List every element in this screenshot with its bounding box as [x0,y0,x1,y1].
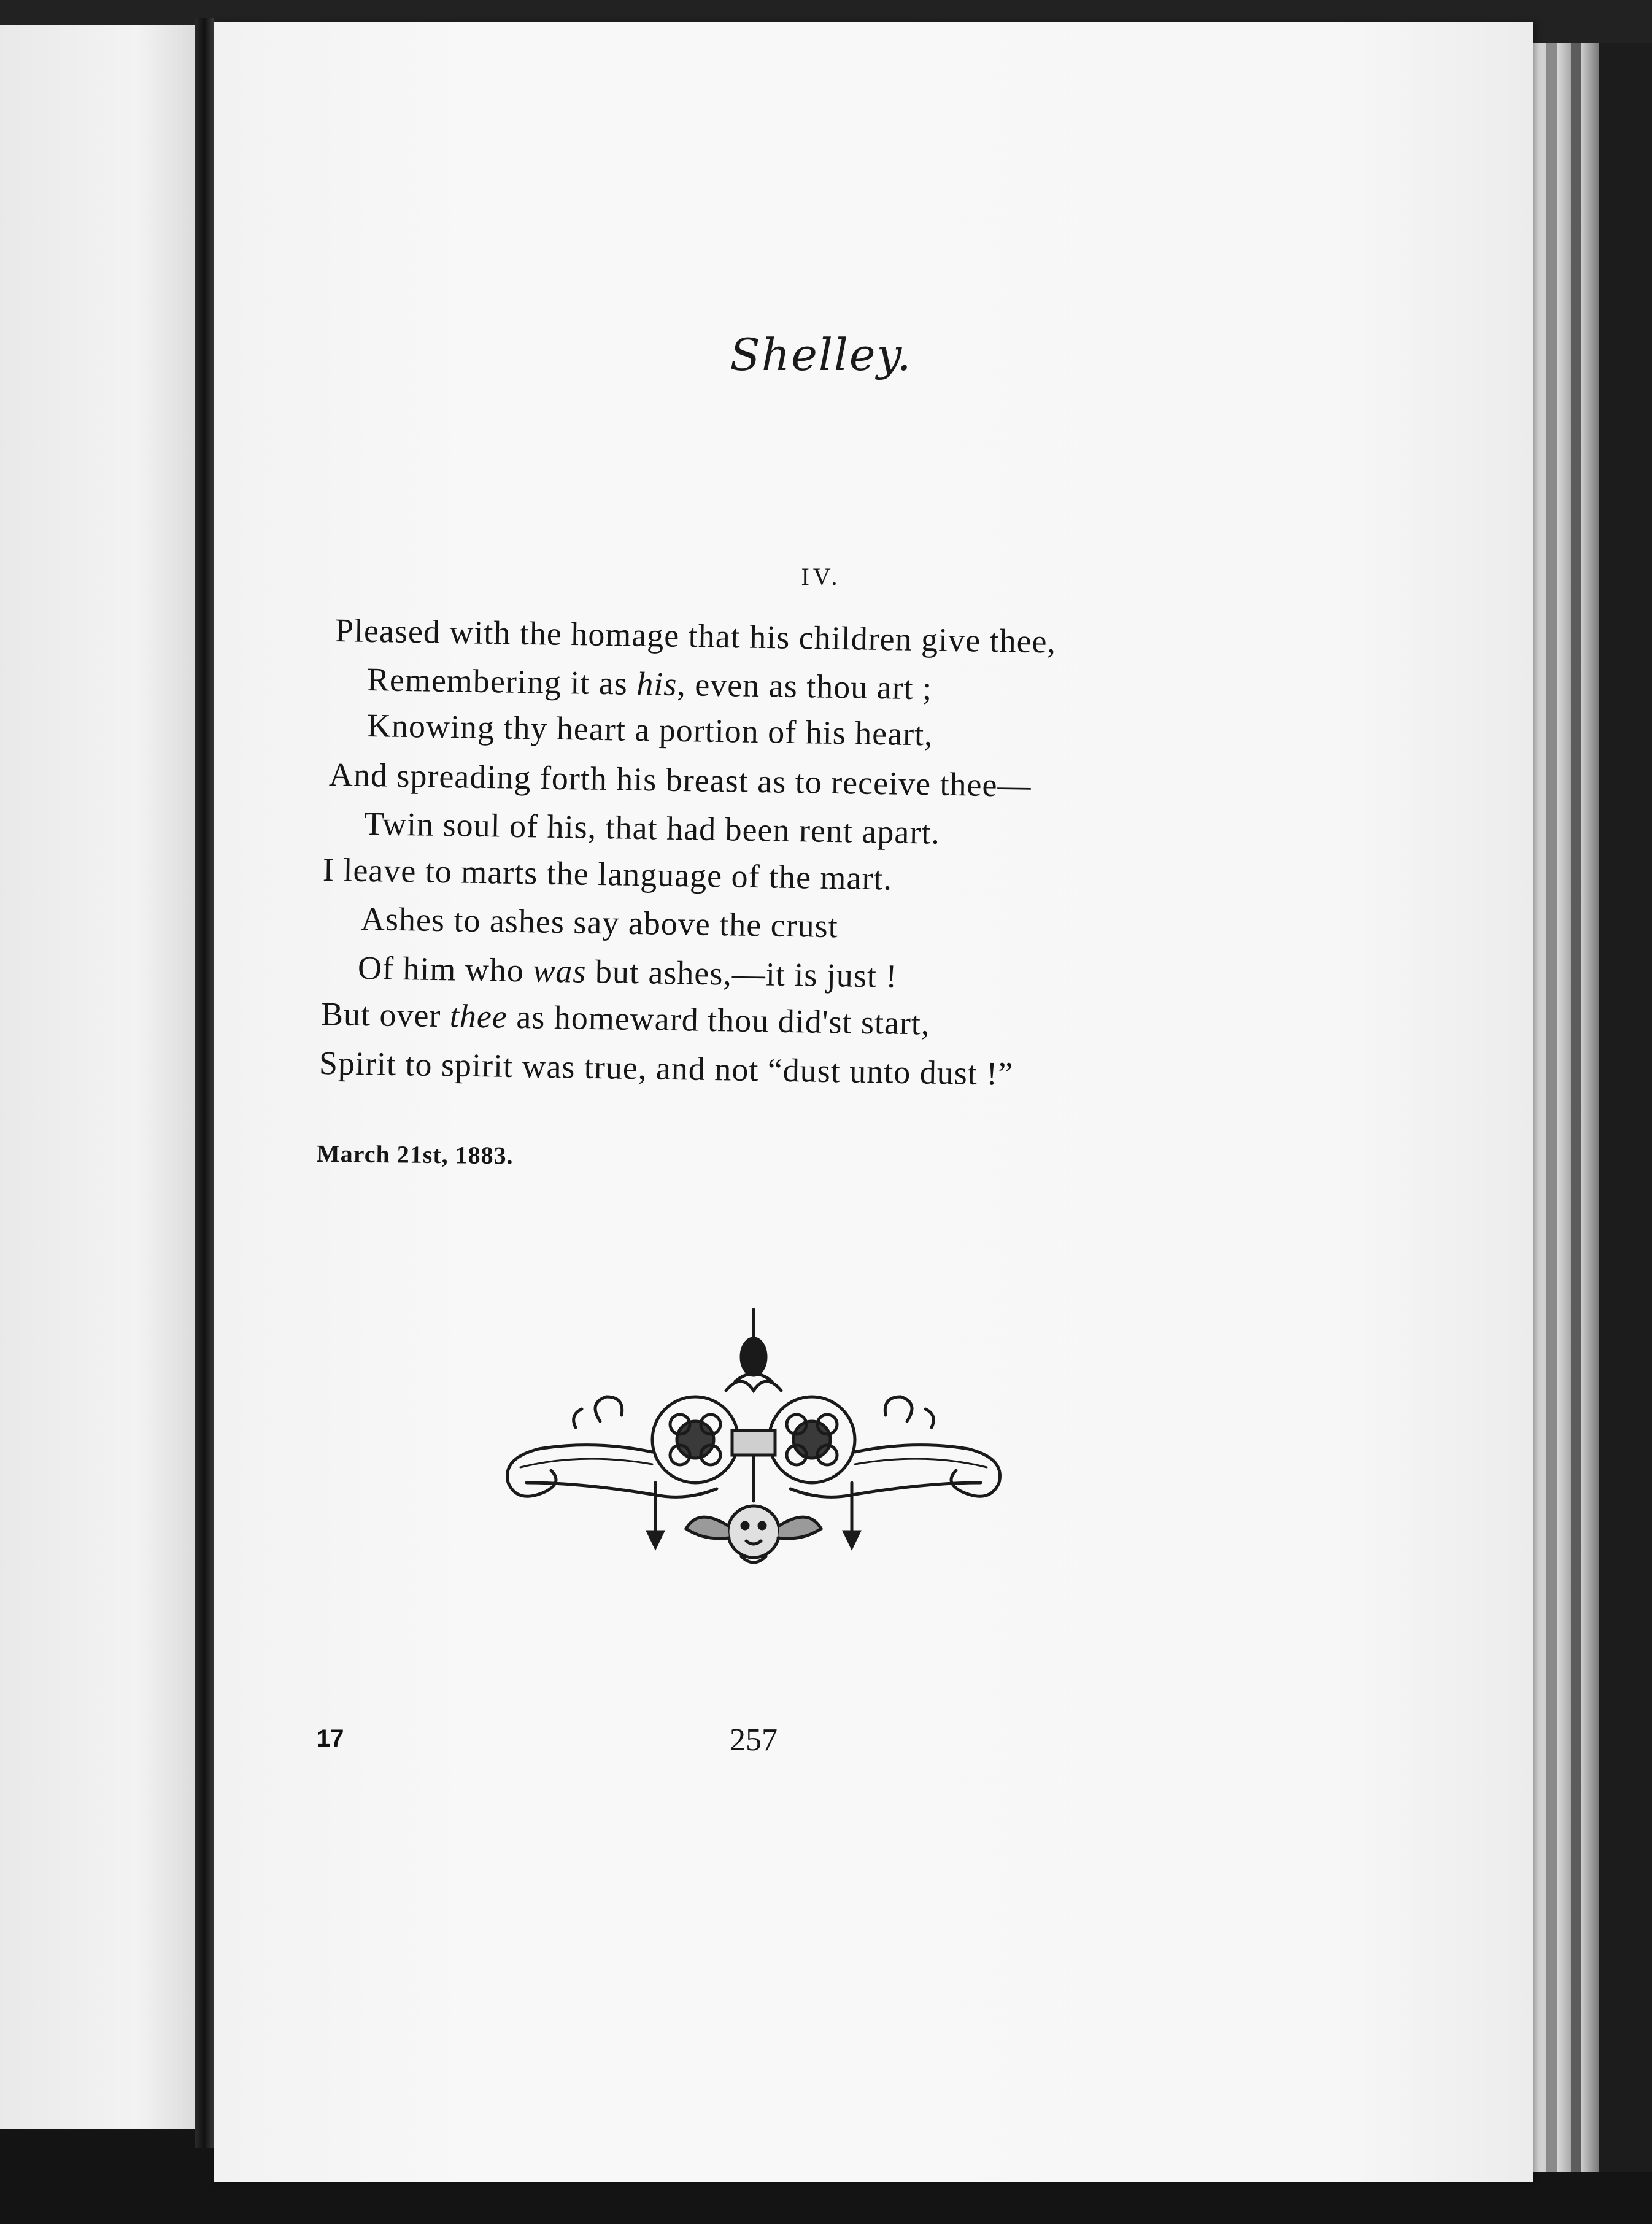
emphasized-word: thee [449,997,508,1035]
signature-mark: 17 [317,1725,344,1752]
running-title: Shelley. [730,329,913,380]
poem-line: Spirit to spirit was true, and not “dust unto dust !” [318,1044,1014,1092]
book-cover-edge [1599,43,1652,2172]
book-gutter [195,18,214,2148]
poem-line: Ashes to ashes say above the crust [360,900,839,945]
poem-line: But over thee as homeward thou did'st start, [320,995,930,1042]
decorative-tailpiece-icon [484,1299,1024,1618]
poem-line: I leave to marts the language of the mart. [322,851,893,897]
page-edges [1581,43,1599,2172]
poem-line: Pleased with the homage that his children give thee, [334,612,1057,660]
page-edges [1557,43,1571,2172]
poem-line: Of him who was but ashes,—it is just ! [357,949,898,995]
emphasized-word: was [532,952,587,990]
book-page [214,22,1533,2182]
page-edges [1546,43,1557,2172]
page-number: 257 [730,1723,778,1758]
poem-line: Remembering it as his, even as thou art ; [366,661,933,707]
emphasized-word: his [636,665,677,703]
page-edges [1571,43,1581,2172]
section-number: IV. [801,563,841,590]
poem-line: And spreading forth his breast as to receive thee— [328,756,1032,804]
poem-line: Twin soul of his, that had been rent apart. [363,805,941,851]
poem-stanza [214,22,1533,1188]
previous-page [0,25,195,2129]
poem-line: Knowing thy heart a portion of his heart, [366,707,934,753]
poem-date: March 21st, 1883. [316,1140,514,1170]
